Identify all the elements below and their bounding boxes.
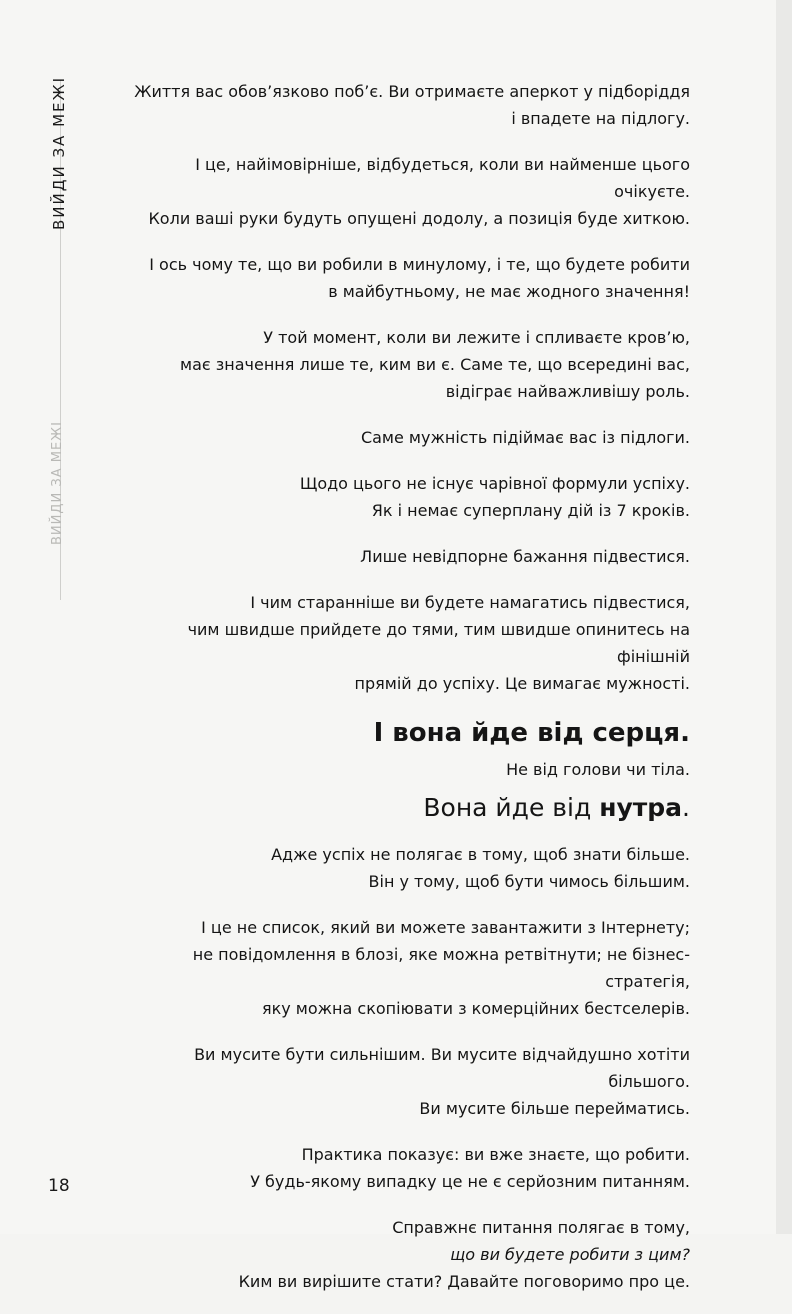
text-line: У той момент, коли ви лежите і спливаєте кров’ю, [263,328,690,347]
paragraph-group-1 [130,78,690,697]
paragraph [130,78,690,132]
final-italic: що ви будете робити з цим? [450,1245,690,1264]
paragraph [130,151,690,232]
text-line: І це не список, який ви можете завантажити з Інтернету; [201,918,690,937]
heading-gut-bold: нутра [599,793,683,822]
text-line: Адже успіх не полягає в тому, щоб знати більше. [271,845,690,864]
paragraph-final [130,1214,690,1295]
page-number: 18 [48,1176,70,1196]
text-line: відіграє найважливішу роль. [445,382,690,401]
body-text [130,78,690,1314]
paragraph [130,470,690,524]
text-line: І чим старанніше ви будете намагатись підвестися, [250,593,690,612]
text-line: прямій до успіху. Це вимагає мужності. [354,674,690,693]
text-line: І ось чому те, що ви робили в минулому, і те, що будете робити [149,255,690,274]
text-line: Ким ви вирішите стати? Давайте поговоримо про це. [238,1272,690,1291]
text-line: Життя вас обов’язково поб’є. Ви отримаєте аперкот у підборіддя [134,82,690,101]
paragraph [130,324,690,405]
paragraph [130,1041,690,1122]
text-line: Саме мужність підіймає вас із підлоги. [360,428,690,447]
text-line: яку можна скопіювати з комерційних бестселерів. [261,999,690,1018]
text-line: Ви мусите бути сильнішим. Ви мусите відчайдушно хотіти більшого. [194,1045,690,1091]
text-line: У будь-якому випадку це не є серйозним питанням. [250,1172,690,1191]
final-prefix: Справжнє питання полягає в тому, [392,1218,690,1237]
paragraph [130,543,690,570]
text-line: і впадете на підлогу. [511,109,690,128]
paragraph [130,589,690,697]
heading-gut-suffix: . [682,793,690,822]
paragraph-group-2 [130,841,690,1195]
text-line: Не від голови чи тіла. [506,760,690,779]
paragraph [130,914,690,1022]
text-line [130,1214,690,1268]
paragraph [130,251,690,305]
heading-gut [130,791,690,825]
text-line: Щодо цього не існує чарівної формули успіху. [299,474,690,493]
text-line: не повідомлення в блозі, яке можна ретвітнути; не бізнес-стратегія, [192,945,690,991]
paragraph [130,424,690,451]
running-title: ВИЙДИ ЗА МЕЖІ [50,75,68,230]
page-edge [776,0,792,1234]
text-line: в майбутньому, не має жодного значення! [328,282,690,301]
text-line: Практика показує: ви вже знаєте, що робити. [301,1145,690,1164]
heading-gut-prefix: Вона йде від [423,793,600,822]
text-line: має значення лише те, ким ви є. Саме те, що всередині вас, [180,355,690,374]
text-line: чим швидше прийдете до тями, тим швидше опинитесь на фінішній [187,620,690,666]
paragraph-not-head [130,756,690,783]
text-line: Коли ваші руки будуть опущені додолу, а позиція буде хиткою. [148,209,690,228]
heading-heart: І вона йде від серця. [373,718,690,748]
bleed-through-running-title: ВИЙДИ ЗА МЕЖІ [50,420,65,545]
text-line: Лише невідпорне бажання підвестися. [360,547,690,566]
paragraph [130,1141,690,1195]
text-line: Ви мусите більше перейматись. [419,1099,690,1118]
paragraph [130,841,690,895]
text-line: Він у тому, щоб бути чимось більшим. [368,872,690,891]
text-line: І це, найімовірніше, відбудеться, коли ви найменше цього очікуєте. [195,155,690,201]
text-line: Як і немає суперплану дій із 7 кроків. [371,501,690,520]
